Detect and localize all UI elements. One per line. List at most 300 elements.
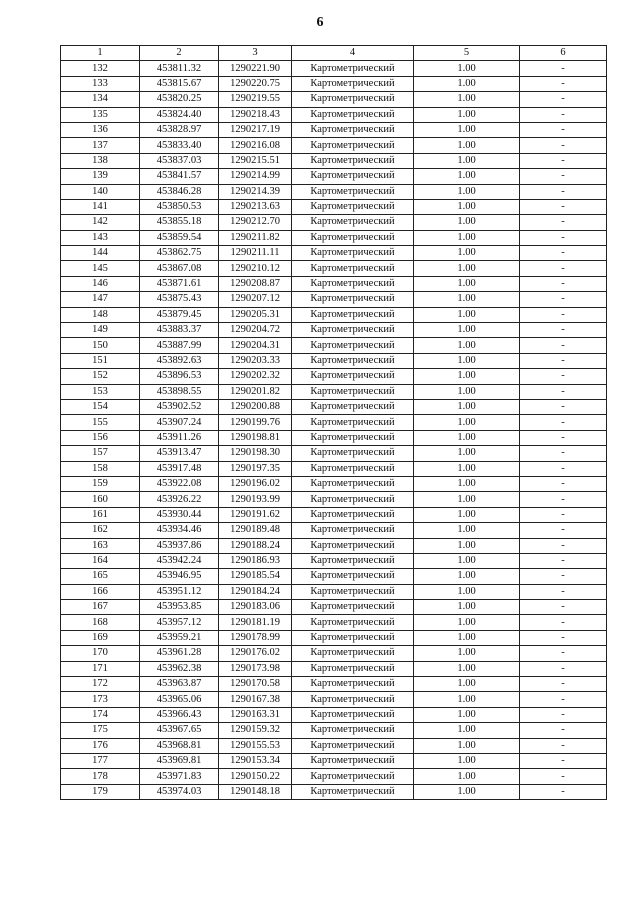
point-number-cell: 159 (61, 476, 140, 491)
description-cell: - (520, 92, 607, 107)
table-row (61, 92, 607, 107)
method-cell: Картометрический (292, 369, 414, 384)
accuracy-cell: 1.00 (414, 369, 520, 384)
table-row (61, 707, 607, 722)
method-cell: Картометрический (292, 399, 414, 414)
description-cell: - (520, 199, 607, 214)
table-row (61, 584, 607, 599)
description-cell: - (520, 430, 607, 445)
method-cell: Картометрический (292, 615, 414, 630)
point-number-cell: 157 (61, 446, 140, 461)
x-coordinate-cell: 453953.85 (140, 600, 219, 615)
column-header: 4 (292, 46, 414, 61)
accuracy-cell: 1.00 (414, 630, 520, 645)
accuracy-cell: 1.00 (414, 600, 520, 615)
table-row (61, 738, 607, 753)
description-cell: - (520, 492, 607, 507)
y-coordinate-cell: 1290211.11 (219, 246, 292, 261)
description-cell: - (520, 584, 607, 599)
accuracy-cell: 1.00 (414, 76, 520, 91)
point-number-cell: 143 (61, 230, 140, 245)
table-row (61, 138, 607, 153)
method-cell: Картометрический (292, 584, 414, 599)
table-row (61, 307, 607, 322)
method-cell: Картометрический (292, 276, 414, 291)
method-cell: Картометрический (292, 246, 414, 261)
y-coordinate-cell: 1290176.02 (219, 646, 292, 661)
description-cell: - (520, 138, 607, 153)
column-header: 6 (520, 46, 607, 61)
point-number-cell: 161 (61, 507, 140, 522)
accuracy-cell: 1.00 (414, 723, 520, 738)
y-coordinate-cell: 1290203.33 (219, 353, 292, 368)
method-cell: Картометрический (292, 153, 414, 168)
y-coordinate-cell: 1290185.54 (219, 569, 292, 584)
description-cell: - (520, 615, 607, 630)
method-cell: Картометрический (292, 430, 414, 445)
y-coordinate-cell: 1290214.39 (219, 184, 292, 199)
y-coordinate-cell: 1290218.43 (219, 107, 292, 122)
point-number-cell: 133 (61, 76, 140, 91)
table-row (61, 323, 607, 338)
method-cell: Картометрический (292, 677, 414, 692)
point-number-cell: 152 (61, 369, 140, 384)
accuracy-cell: 1.00 (414, 92, 520, 107)
y-coordinate-cell: 1290188.24 (219, 538, 292, 553)
x-coordinate-cell: 453898.55 (140, 384, 219, 399)
accuracy-cell: 1.00 (414, 246, 520, 261)
table-row (61, 569, 607, 584)
page-number: 6 (316, 15, 324, 30)
accuracy-cell: 1.00 (414, 138, 520, 153)
y-coordinate-cell: 1290216.08 (219, 138, 292, 153)
point-number-cell: 174 (61, 707, 140, 722)
point-number-cell: 154 (61, 399, 140, 414)
y-coordinate-cell: 1290148.18 (219, 784, 292, 799)
accuracy-cell: 1.00 (414, 323, 520, 338)
y-coordinate-cell: 1290219.55 (219, 92, 292, 107)
point-number-cell: 175 (61, 723, 140, 738)
y-coordinate-cell: 1290221.90 (219, 61, 292, 76)
description-cell: - (520, 753, 607, 768)
table-row (61, 677, 607, 692)
description-cell: - (520, 661, 607, 676)
x-coordinate-cell: 453815.67 (140, 76, 219, 91)
y-coordinate-cell: 1290198.30 (219, 446, 292, 461)
x-coordinate-cell: 453883.37 (140, 323, 219, 338)
table-row (61, 184, 607, 199)
point-number-cell: 156 (61, 430, 140, 445)
x-coordinate-cell: 453963.87 (140, 677, 219, 692)
x-coordinate-cell: 453896.53 (140, 369, 219, 384)
y-coordinate-cell: 1290205.31 (219, 307, 292, 322)
column-header: 5 (414, 46, 520, 61)
x-coordinate-cell: 453867.08 (140, 261, 219, 276)
accuracy-cell: 1.00 (414, 738, 520, 753)
point-number-cell: 163 (61, 538, 140, 553)
accuracy-cell: 1.00 (414, 292, 520, 307)
point-number-cell: 149 (61, 323, 140, 338)
table-row (61, 507, 607, 522)
accuracy-cell: 1.00 (414, 276, 520, 291)
x-coordinate-cell: 453917.48 (140, 461, 219, 476)
accuracy-cell: 1.00 (414, 692, 520, 707)
table-row (61, 199, 607, 214)
description-cell: - (520, 292, 607, 307)
table-row (61, 446, 607, 461)
description-cell: - (520, 169, 607, 184)
x-coordinate-cell: 453946.95 (140, 569, 219, 584)
x-coordinate-cell: 453892.63 (140, 353, 219, 368)
description-cell: - (520, 553, 607, 568)
point-number-cell: 141 (61, 199, 140, 214)
y-coordinate-cell: 1290163.31 (219, 707, 292, 722)
accuracy-cell: 1.00 (414, 199, 520, 214)
accuracy-cell: 1.00 (414, 338, 520, 353)
table-row (61, 784, 607, 799)
point-number-cell: 172 (61, 677, 140, 692)
method-cell: Картометрический (292, 92, 414, 107)
method-cell: Картометрический (292, 107, 414, 122)
method-cell: Картометрический (292, 323, 414, 338)
description-cell: - (520, 738, 607, 753)
method-cell: Картометрический (292, 230, 414, 245)
table-row (61, 646, 607, 661)
description-cell: - (520, 276, 607, 291)
accuracy-cell: 1.00 (414, 661, 520, 676)
table-row (61, 230, 607, 245)
x-coordinate-cell: 453824.40 (140, 107, 219, 122)
method-cell: Картометрический (292, 784, 414, 799)
method-cell: Картометрический (292, 122, 414, 137)
description-cell: - (520, 353, 607, 368)
method-cell: Картометрический (292, 538, 414, 553)
y-coordinate-cell: 1290217.19 (219, 122, 292, 137)
accuracy-cell: 1.00 (414, 753, 520, 768)
method-cell: Картометрический (292, 461, 414, 476)
table-row (61, 122, 607, 137)
method-cell: Картометрический (292, 553, 414, 568)
accuracy-cell: 1.00 (414, 553, 520, 568)
accuracy-cell: 1.00 (414, 107, 520, 122)
method-cell: Картометрический (292, 707, 414, 722)
y-coordinate-cell: 1290211.82 (219, 230, 292, 245)
point-number-cell: 140 (61, 184, 140, 199)
method-cell: Картометрический (292, 292, 414, 307)
method-cell: Картометрический (292, 476, 414, 491)
accuracy-cell: 1.00 (414, 569, 520, 584)
y-coordinate-cell: 1290155.53 (219, 738, 292, 753)
y-coordinate-cell: 1290199.76 (219, 415, 292, 430)
accuracy-cell: 1.00 (414, 476, 520, 491)
description-cell: - (520, 184, 607, 199)
coordinates-table (60, 45, 607, 800)
y-coordinate-cell: 1290159.32 (219, 723, 292, 738)
description-cell: - (520, 646, 607, 661)
y-coordinate-cell: 1290189.48 (219, 523, 292, 538)
description-cell: - (520, 707, 607, 722)
method-cell: Картометрический (292, 76, 414, 91)
method-cell: Картометрический (292, 215, 414, 230)
column-header: 3 (219, 46, 292, 61)
method-cell: Картометрический (292, 723, 414, 738)
point-number-cell: 178 (61, 769, 140, 784)
point-number-cell: 145 (61, 261, 140, 276)
point-number-cell: 135 (61, 107, 140, 122)
x-coordinate-cell: 453907.24 (140, 415, 219, 430)
point-number-cell: 162 (61, 523, 140, 538)
x-coordinate-cell: 453965.06 (140, 692, 219, 707)
table-header-row (61, 46, 607, 61)
table-row (61, 61, 607, 76)
point-number-cell: 142 (61, 215, 140, 230)
y-coordinate-cell: 1290167.38 (219, 692, 292, 707)
method-cell: Картометрический (292, 738, 414, 753)
accuracy-cell: 1.00 (414, 61, 520, 76)
accuracy-cell: 1.00 (414, 584, 520, 599)
point-number-cell: 165 (61, 569, 140, 584)
accuracy-cell: 1.00 (414, 384, 520, 399)
accuracy-cell: 1.00 (414, 507, 520, 522)
y-coordinate-cell: 1290184.24 (219, 584, 292, 599)
method-cell: Картометрический (292, 507, 414, 522)
description-cell: - (520, 523, 607, 538)
point-number-cell: 147 (61, 292, 140, 307)
x-coordinate-cell: 453926.22 (140, 492, 219, 507)
description-cell: - (520, 569, 607, 584)
description-cell: - (520, 76, 607, 91)
table-row (61, 600, 607, 615)
x-coordinate-cell: 453841.57 (140, 169, 219, 184)
table-header (61, 46, 607, 61)
y-coordinate-cell: 1290198.81 (219, 430, 292, 445)
y-coordinate-cell: 1290214.99 (219, 169, 292, 184)
x-coordinate-cell: 453966.43 (140, 707, 219, 722)
method-cell: Картометрический (292, 184, 414, 199)
description-cell: - (520, 384, 607, 399)
point-number-cell: 146 (61, 276, 140, 291)
table-row (61, 461, 607, 476)
accuracy-cell: 1.00 (414, 784, 520, 799)
method-cell: Картометрический (292, 261, 414, 276)
description-cell: - (520, 415, 607, 430)
description-cell: - (520, 538, 607, 553)
x-coordinate-cell: 453969.81 (140, 753, 219, 768)
x-coordinate-cell: 453862.75 (140, 246, 219, 261)
method-cell: Картометрический (292, 138, 414, 153)
y-coordinate-cell: 1290197.35 (219, 461, 292, 476)
description-cell: - (520, 507, 607, 522)
x-coordinate-cell: 453887.99 (140, 338, 219, 353)
point-number-cell: 176 (61, 738, 140, 753)
description-cell: - (520, 246, 607, 261)
y-coordinate-cell: 1290204.72 (219, 323, 292, 338)
x-coordinate-cell: 453934.46 (140, 523, 219, 538)
x-coordinate-cell: 453879.45 (140, 307, 219, 322)
accuracy-cell: 1.00 (414, 446, 520, 461)
column-header: 1 (61, 46, 140, 61)
method-cell: Картометрический (292, 384, 414, 399)
point-number-cell: 179 (61, 784, 140, 799)
y-coordinate-cell: 1290193.99 (219, 492, 292, 507)
table-row (61, 753, 607, 768)
description-cell: - (520, 61, 607, 76)
point-number-cell: 170 (61, 646, 140, 661)
point-number-cell: 169 (61, 630, 140, 645)
accuracy-cell: 1.00 (414, 153, 520, 168)
description-cell: - (520, 446, 607, 461)
point-number-cell: 155 (61, 415, 140, 430)
method-cell: Картометрический (292, 338, 414, 353)
table-row (61, 384, 607, 399)
accuracy-cell: 1.00 (414, 615, 520, 630)
y-coordinate-cell: 1290173.98 (219, 661, 292, 676)
description-cell: - (520, 630, 607, 645)
accuracy-cell: 1.00 (414, 523, 520, 538)
y-coordinate-cell: 1290208.87 (219, 276, 292, 291)
method-cell: Картометрический (292, 415, 414, 430)
point-number-cell: 173 (61, 692, 140, 707)
accuracy-cell: 1.00 (414, 415, 520, 430)
x-coordinate-cell: 453871.61 (140, 276, 219, 291)
table-row (61, 723, 607, 738)
table-row (61, 661, 607, 676)
y-coordinate-cell: 1290191.62 (219, 507, 292, 522)
y-coordinate-cell: 1290207.12 (219, 292, 292, 307)
table-row (61, 338, 607, 353)
x-coordinate-cell: 453962.38 (140, 661, 219, 676)
table-row (61, 538, 607, 553)
accuracy-cell: 1.00 (414, 677, 520, 692)
y-coordinate-cell: 1290202.32 (219, 369, 292, 384)
point-number-cell: 171 (61, 661, 140, 676)
accuracy-cell: 1.00 (414, 122, 520, 137)
description-cell: - (520, 230, 607, 245)
y-coordinate-cell: 1290210.12 (219, 261, 292, 276)
table-row (61, 430, 607, 445)
table-row (61, 553, 607, 568)
method-cell: Картометрический (292, 61, 414, 76)
method-cell: Картометрический (292, 169, 414, 184)
x-coordinate-cell: 453902.52 (140, 399, 219, 414)
table-row (61, 769, 607, 784)
x-coordinate-cell: 453951.12 (140, 584, 219, 599)
table-row (61, 215, 607, 230)
x-coordinate-cell: 453828.97 (140, 122, 219, 137)
point-number-cell: 167 (61, 600, 140, 615)
method-cell: Картометрический (292, 661, 414, 676)
point-number-cell: 177 (61, 753, 140, 768)
method-cell: Картометрический (292, 769, 414, 784)
accuracy-cell: 1.00 (414, 230, 520, 245)
y-coordinate-cell: 1290153.34 (219, 753, 292, 768)
x-coordinate-cell: 453850.53 (140, 199, 219, 214)
accuracy-cell: 1.00 (414, 430, 520, 445)
x-coordinate-cell: 453846.28 (140, 184, 219, 199)
description-cell: - (520, 677, 607, 692)
point-number-cell: 164 (61, 553, 140, 568)
y-coordinate-cell: 1290178.99 (219, 630, 292, 645)
table-row (61, 76, 607, 91)
description-cell: - (520, 307, 607, 322)
point-number-cell: 138 (61, 153, 140, 168)
x-coordinate-cell: 453875.43 (140, 292, 219, 307)
point-number-cell: 137 (61, 138, 140, 153)
description-cell: - (520, 723, 607, 738)
x-coordinate-cell: 453971.83 (140, 769, 219, 784)
accuracy-cell: 1.00 (414, 492, 520, 507)
x-coordinate-cell: 453811.32 (140, 61, 219, 76)
accuracy-cell: 1.00 (414, 707, 520, 722)
y-coordinate-cell: 1290150.22 (219, 769, 292, 784)
method-cell: Картометрический (292, 630, 414, 645)
accuracy-cell: 1.00 (414, 769, 520, 784)
y-coordinate-cell: 1290196.02 (219, 476, 292, 491)
accuracy-cell: 1.00 (414, 353, 520, 368)
x-coordinate-cell: 453957.12 (140, 615, 219, 630)
table-row (61, 276, 607, 291)
x-coordinate-cell: 453967.65 (140, 723, 219, 738)
method-cell: Картометрический (292, 492, 414, 507)
method-cell: Картометрический (292, 446, 414, 461)
table-row (61, 492, 607, 507)
table-row (61, 630, 607, 645)
table-row (61, 523, 607, 538)
method-cell: Картометрический (292, 753, 414, 768)
y-coordinate-cell: 1290213.63 (219, 199, 292, 214)
y-coordinate-cell: 1290215.51 (219, 153, 292, 168)
description-cell: - (520, 692, 607, 707)
y-coordinate-cell: 1290212.70 (219, 215, 292, 230)
description-cell: - (520, 369, 607, 384)
x-coordinate-cell: 453937.86 (140, 538, 219, 553)
x-coordinate-cell: 453961.28 (140, 646, 219, 661)
accuracy-cell: 1.00 (414, 215, 520, 230)
description-cell: - (520, 476, 607, 491)
description-cell: - (520, 261, 607, 276)
table-row (61, 107, 607, 122)
accuracy-cell: 1.00 (414, 461, 520, 476)
y-coordinate-cell: 1290200.88 (219, 399, 292, 414)
accuracy-cell: 1.00 (414, 307, 520, 322)
point-number-cell: 158 (61, 461, 140, 476)
method-cell: Картометрический (292, 523, 414, 538)
description-cell: - (520, 153, 607, 168)
point-number-cell: 132 (61, 61, 140, 76)
description-cell: - (520, 122, 607, 137)
description-cell: - (520, 461, 607, 476)
point-number-cell: 139 (61, 169, 140, 184)
y-coordinate-cell: 1290186.93 (219, 553, 292, 568)
table-row (61, 261, 607, 276)
accuracy-cell: 1.00 (414, 646, 520, 661)
x-coordinate-cell: 453833.40 (140, 138, 219, 153)
point-number-cell: 168 (61, 615, 140, 630)
x-coordinate-cell: 453968.81 (140, 738, 219, 753)
method-cell: Картометрический (292, 307, 414, 322)
accuracy-cell: 1.00 (414, 538, 520, 553)
description-cell: - (520, 107, 607, 122)
description-cell: - (520, 769, 607, 784)
table-row (61, 399, 607, 414)
description-cell: - (520, 784, 607, 799)
table-row (61, 369, 607, 384)
point-number-cell: 160 (61, 492, 140, 507)
point-number-cell: 136 (61, 122, 140, 137)
table-row (61, 692, 607, 707)
method-cell: Картометрический (292, 569, 414, 584)
accuracy-cell: 1.00 (414, 169, 520, 184)
